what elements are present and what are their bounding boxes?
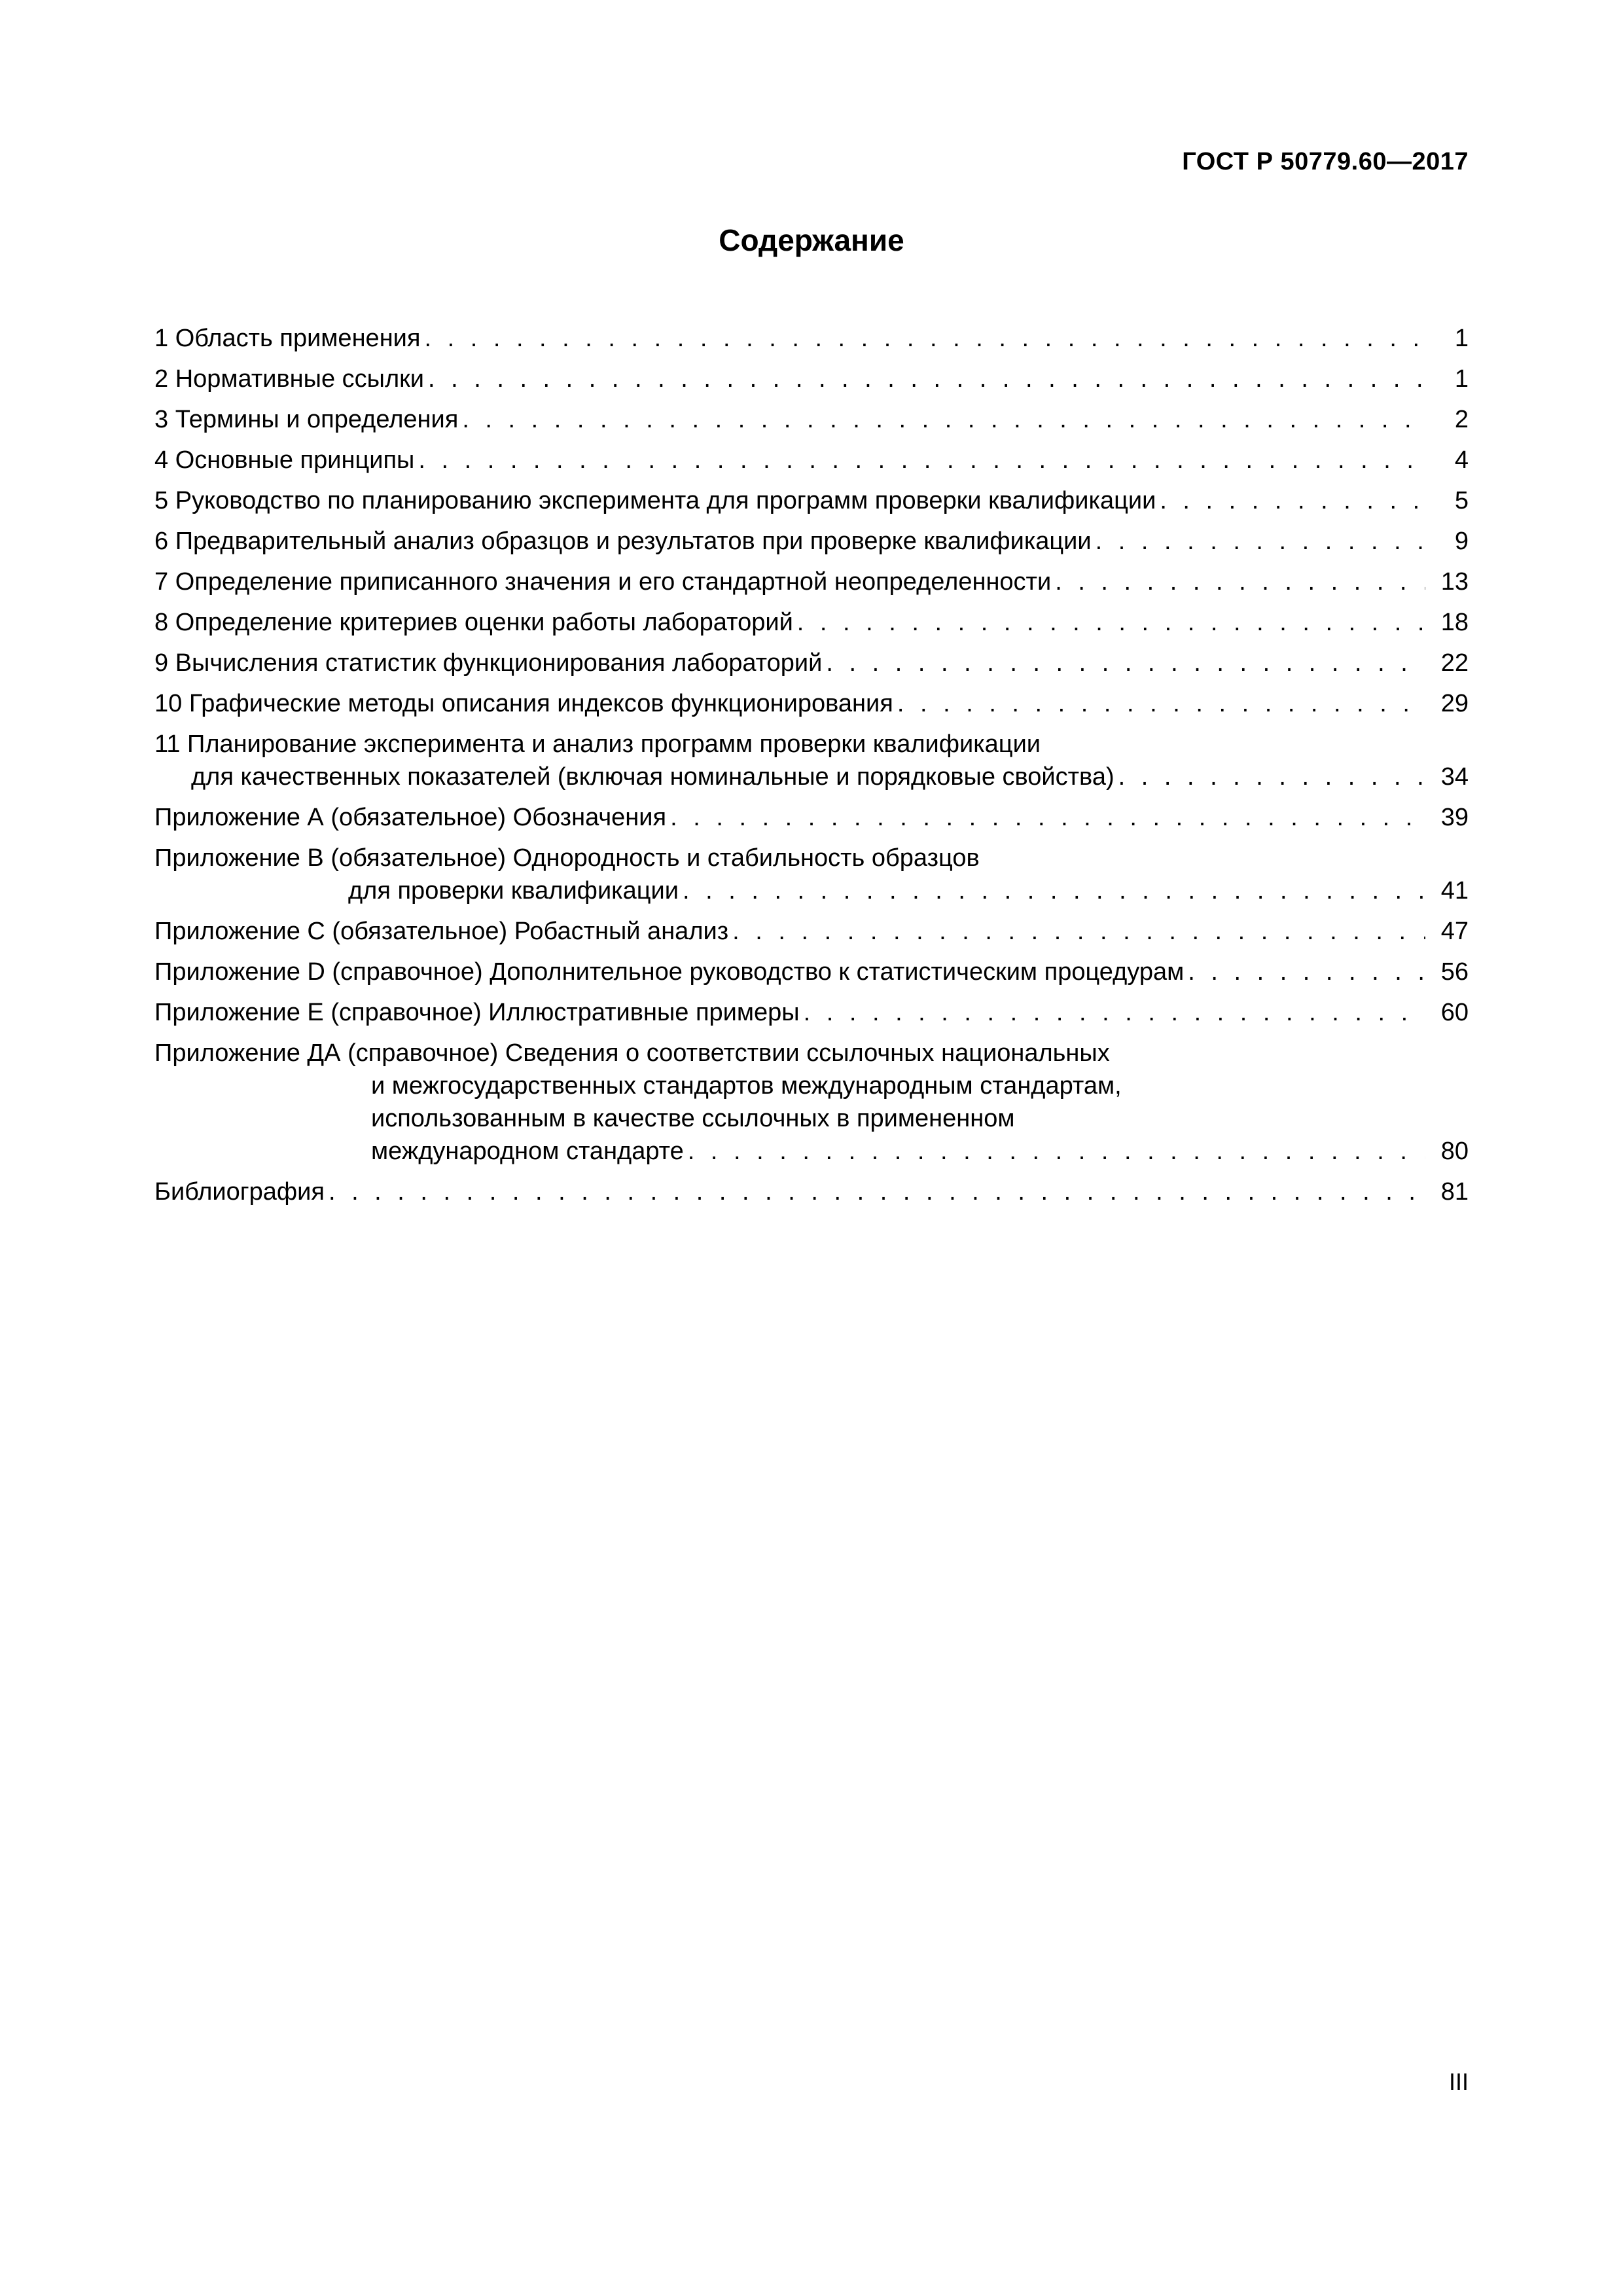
toc-page-number: 34 <box>1440 763 1469 791</box>
dot-leader <box>822 647 1425 679</box>
toc-entry-title: Приложение С (обязательное) Робастный анализ <box>154 918 729 945</box>
toc-entry-11[interactable] <box>154 728 1469 793</box>
toc-entry-title: Приложение Е (справочное) Иллюстративные примеры <box>154 999 800 1026</box>
toc-entry-title: 11 Планирование эксперимента и анализ программ проверки квалификации <box>154 730 1041 758</box>
toc-entry-title: 10 Графические методы описания индексов функционирования <box>154 690 893 717</box>
toc-entry-1[interactable] <box>154 322 1469 355</box>
toc-entry-appendix-da[interactable] <box>154 1037 1469 1168</box>
toc-entry-title: 8 Определение критериев оценки работы лабораторий <box>154 609 793 636</box>
toc-entry-title: 9 Вычисления статистик функционирования лабораторий <box>154 649 823 677</box>
toc-entry-title-continuation: и межгосударственных стандартов международным стандартам, <box>371 1072 1122 1100</box>
toc-entry-bibliography[interactable] <box>154 1175 1469 1208</box>
toc-entry-title: Приложение ДА (справочное) Сведения о соответствии ссылочных национальных <box>154 1039 1110 1067</box>
toc-entry-title: 7 Определение приписанного значения и его стандартной неопределенности <box>154 568 1052 596</box>
dot-leader <box>1156 484 1425 517</box>
dot-leader <box>728 915 1425 948</box>
toc-page-number: 4 <box>1454 446 1469 474</box>
toc-entry-3[interactable] <box>154 403 1469 436</box>
toc-entry-4[interactable] <box>154 444 1469 476</box>
dot-leader <box>684 1135 1425 1168</box>
dot-leader <box>800 996 1425 1029</box>
toc-page-number: 41 <box>1440 877 1469 905</box>
dot-leader <box>893 687 1425 720</box>
dot-leader <box>1184 956 1425 988</box>
toc-entry-2[interactable] <box>154 363 1469 395</box>
document-code: ГОСТ Р 50779.60—2017 <box>1182 148 1469 175</box>
dot-leader <box>458 403 1425 436</box>
toc-page-number: 9 <box>1454 528 1469 555</box>
toc-page-number: 47 <box>1440 918 1469 945</box>
dot-leader <box>325 1175 1425 1208</box>
dot-leader <box>666 801 1425 834</box>
toc-entry-title-continuation: для проверки квалификации <box>348 877 679 905</box>
toc-heading: Содержание <box>719 223 904 257</box>
toc-entry-title: 4 Основные принципы <box>154 446 415 474</box>
dot-leader <box>679 874 1425 907</box>
toc-page-number: 81 <box>1440 1178 1469 1206</box>
toc-entry-title: Приложение В (обязательное) Однородность и стабильность образцов <box>154 844 980 872</box>
toc-entry-title: Библиография <box>154 1178 325 1206</box>
toc-entry-title-continuation: использованным в качестве ссылочных в примененном <box>371 1105 1015 1132</box>
dot-leader <box>1092 525 1425 558</box>
toc-page-number: 2 <box>1454 406 1469 433</box>
page-number: III <box>1448 2068 1469 2095</box>
toc-entry-appendix-b[interactable] <box>154 842 1469 907</box>
toc-page-number: 80 <box>1440 1138 1469 1165</box>
toc-page-number: 5 <box>1454 487 1469 514</box>
toc-entry-7[interactable] <box>154 565 1469 598</box>
toc-page-number: 56 <box>1440 958 1469 986</box>
toc-entry-title: 6 Предварительный анализ образцов и результатов при проверке квалификации <box>154 528 1092 555</box>
toc-entry-title: Приложение D (справочное) Дополнительное руководство к статистическим процедурам <box>154 958 1185 986</box>
toc-page-number: 39 <box>1440 804 1469 831</box>
toc-entry-10[interactable] <box>154 687 1469 720</box>
toc-entry-title: 2 Нормативные ссылки <box>154 365 424 393</box>
table-of-contents <box>154 322 1469 1216</box>
toc-page-number: 18 <box>1440 609 1469 636</box>
toc-entry-title: 1 Область применения <box>154 325 421 352</box>
toc-entry-9[interactable] <box>154 647 1469 679</box>
toc-page-number: 22 <box>1440 649 1469 677</box>
toc-entry-appendix-e[interactable] <box>154 996 1469 1029</box>
dot-leader <box>793 606 1425 639</box>
toc-page-number: 1 <box>1454 325 1469 352</box>
toc-entry-title: 3 Термины и определения <box>154 406 459 433</box>
toc-entry-title-continuation: для качественных показателей (включая номинальные и порядковые свойства) <box>191 763 1115 791</box>
toc-page-number: 29 <box>1440 690 1469 717</box>
toc-page-number: 13 <box>1440 568 1469 596</box>
toc-entry-5[interactable] <box>154 484 1469 517</box>
toc-page-number: 1 <box>1454 365 1469 393</box>
toc-entry-title: Приложение А (обязательное) Обозначения <box>154 804 667 831</box>
toc-entry-appendix-c[interactable] <box>154 915 1469 948</box>
dot-leader <box>420 322 1425 355</box>
dot-leader <box>1051 565 1425 598</box>
toc-page-number: 60 <box>1440 999 1469 1026</box>
dot-leader <box>424 363 1425 395</box>
toc-entry-appendix-d[interactable] <box>154 956 1469 988</box>
dot-leader <box>414 444 1425 476</box>
toc-entry-appendix-a[interactable] <box>154 801 1469 834</box>
toc-entry-title: 5 Руководство по планированию эксперимента для программ проверки квалификации <box>154 487 1156 514</box>
toc-entry-8[interactable] <box>154 606 1469 639</box>
toc-entry-title-continuation: международном стандарте <box>371 1138 684 1165</box>
dot-leader <box>1115 761 1425 793</box>
toc-entry-6[interactable] <box>154 525 1469 558</box>
